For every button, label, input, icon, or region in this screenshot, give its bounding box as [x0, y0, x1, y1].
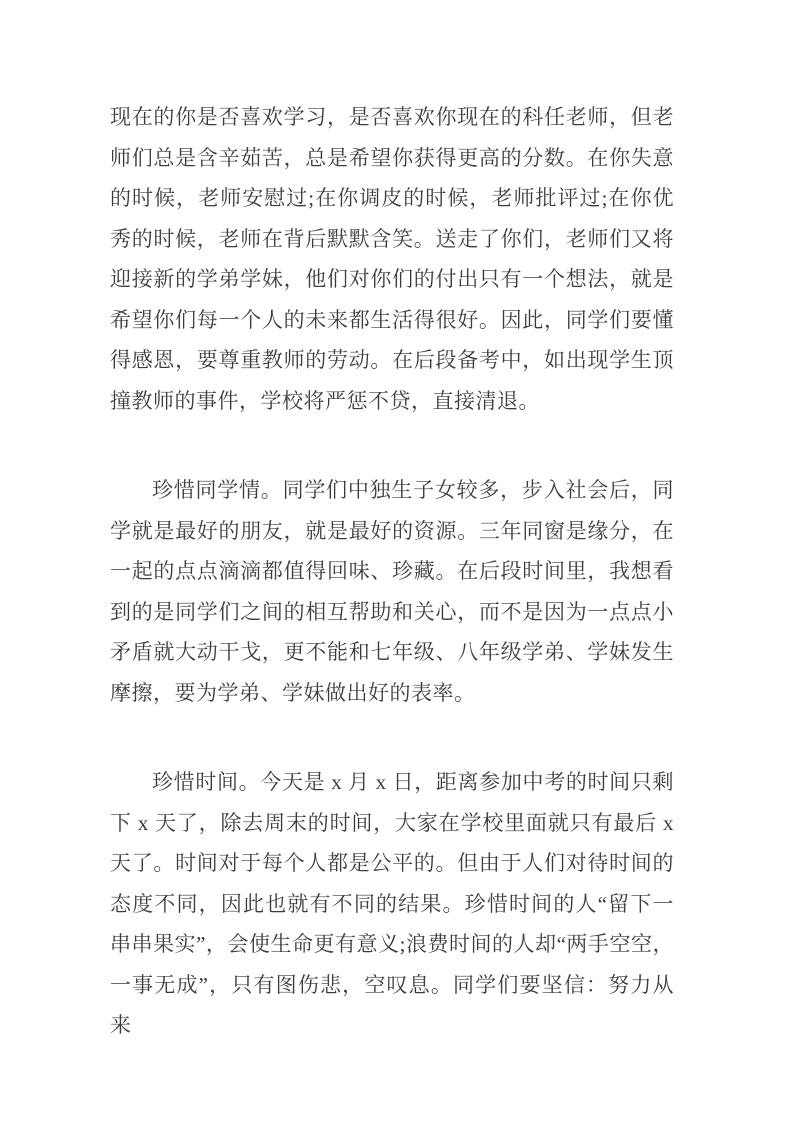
paragraph-cherish-time: 珍惜时间。今天是 x 月 x 日，距离参加中考的时间只剩下 x 天了，除去周末的时间，大家在学校里面就只有最后 x 天了。时间对于每个人都是公平的。但由于人们对待时间的态度不同，因此也就有不同的结果。珍惜时间的人“留下一串串果实”，会使生命更有意义;浪费时间的人却“两手空空，一事无成”，只有图伤悲，空叹息。同学们要坚信：努力从来	[110, 770, 674, 1037]
paragraph-cherish-classmates: 珍惜同学情。同学们中独生子女较多，步入社会后，同学就是最好的朋友，就是最好的资源。三年同窗是缘分，在一起的点点滴滴都值得回味、珍藏。在后段时间里，我想看到的是同学们之间的相互帮助和关心，而不是因为一点点小矛盾就大动干戈，更不能和七年级、八年级学弟、学妹发生摩擦，要为学弟、学妹做出好的表率。	[110, 478, 674, 705]
paragraph-respect-teachers: 现在的你是否喜欢学习，是否喜欢你现在的科任老师，但老师们总是含辛茹苦，总是希望你获得更高的分数。在你失意的时候，老师安慰过;在你调皮的时候，老师批评过;在你优秀的时候，老师在背后默默含笑。送走了你们，老师们又将迎接新的学弟学妹，他们对你们的付出只有一个想法，就是希望你们每一个人的未来都生活得很好。因此，同学们要懂得感恩，要尊重教师的劳动。在后段备考中，如出现学生顶撞教师的事件，学校将严惩不贷，直接清退。	[110, 105, 674, 413]
